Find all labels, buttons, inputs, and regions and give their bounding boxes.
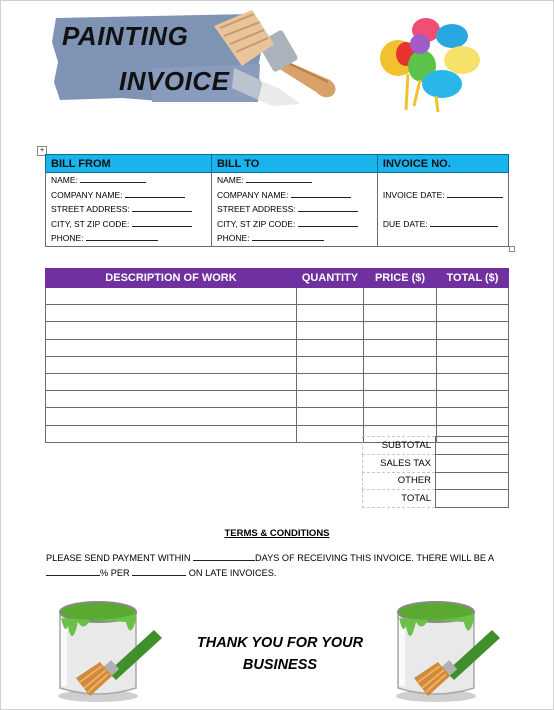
total-cell[interactable] bbox=[437, 339, 509, 356]
late-fee-percent-field[interactable] bbox=[46, 566, 100, 576]
invoice-date-field[interactable] bbox=[447, 188, 503, 198]
table-resize-handle[interactable] bbox=[509, 246, 515, 252]
invoice-cell bbox=[377, 173, 508, 247]
quantity-cell[interactable] bbox=[297, 305, 364, 322]
total-label: TOTAL bbox=[363, 490, 436, 508]
subtotal-label: SUBTOTAL bbox=[363, 437, 436, 455]
paint-can-icon bbox=[392, 596, 502, 704]
terms-part4: ON LATE INVOICES. bbox=[188, 568, 277, 578]
sales-tax-label: SALES TAX bbox=[363, 454, 436, 472]
total-cell[interactable] bbox=[437, 288, 509, 305]
work-table bbox=[45, 268, 509, 443]
paint-splash-icon bbox=[378, 14, 490, 114]
table-move-handle[interactable]: + bbox=[37, 146, 47, 156]
description-cell[interactable] bbox=[46, 356, 297, 373]
bill-from-company-label: COMPANY NAME: bbox=[51, 189, 123, 200]
price-header: PRICE ($) bbox=[364, 269, 437, 288]
total-header: TOTAL ($) bbox=[437, 269, 509, 288]
bill-to-company-label: COMPANY NAME: bbox=[216, 189, 289, 200]
quantity-cell[interactable] bbox=[297, 356, 364, 373]
payment-days-field[interactable] bbox=[193, 551, 255, 561]
work-row bbox=[46, 288, 509, 305]
total-cell[interactable] bbox=[437, 391, 509, 408]
bill-to-name-field[interactable] bbox=[246, 173, 312, 183]
terms-title: TERMS & CONDITIONS bbox=[224, 528, 330, 539]
description-cell[interactable] bbox=[46, 288, 297, 305]
invoice-date-label: INVOICE DATE: bbox=[382, 189, 445, 200]
total-cell[interactable] bbox=[437, 408, 509, 425]
price-cell[interactable] bbox=[364, 305, 437, 322]
bill-to-company-field[interactable] bbox=[291, 188, 351, 198]
invoice-title-line1: PAINTING bbox=[62, 21, 189, 51]
sales-tax-row bbox=[363, 454, 509, 472]
quantity-header: QUANTITY bbox=[297, 269, 364, 288]
bill-to-phone-label: PHONE: bbox=[216, 233, 250, 243]
bill-info-table bbox=[45, 154, 509, 247]
paint-can-icon bbox=[54, 596, 164, 704]
invoice-title-line2: INVOICE bbox=[119, 66, 230, 96]
description-cell[interactable] bbox=[46, 305, 297, 322]
bill-to-street-label: STREET ADDRESS: bbox=[216, 204, 296, 214]
bill-from-street-field[interactable] bbox=[132, 202, 192, 212]
total-cell[interactable] bbox=[437, 373, 509, 390]
terms-part2: DAYS OF RECEIVING THIS INVOICE. THERE WILL BE A bbox=[255, 553, 495, 563]
bill-from-name-field[interactable] bbox=[80, 173, 146, 183]
price-cell[interactable] bbox=[364, 408, 437, 425]
bill-from-header: BILL FROM bbox=[46, 155, 212, 173]
work-row bbox=[46, 339, 509, 356]
bill-from-street-label: STREET ADDRESS: bbox=[51, 204, 130, 214]
terms-text bbox=[46, 551, 516, 581]
bill-from-name-label: NAME: bbox=[51, 175, 78, 185]
total-value[interactable] bbox=[436, 490, 509, 508]
invoice-no-header: INVOICE NO. bbox=[377, 155, 508, 173]
bill-from-city-label: CITY, ST ZIP CODE: bbox=[51, 218, 130, 229]
work-row bbox=[46, 305, 509, 322]
sales-tax-value[interactable] bbox=[436, 454, 509, 472]
thank-you-line1: THANK YOU FOR YOUR bbox=[196, 635, 364, 651]
late-fee-period-field[interactable] bbox=[132, 566, 186, 576]
bill-to-name-label: NAME: bbox=[216, 175, 244, 185]
quantity-cell[interactable] bbox=[297, 425, 364, 442]
subtotal-value[interactable] bbox=[436, 437, 509, 455]
work-row bbox=[46, 391, 509, 408]
quantity-cell[interactable] bbox=[297, 373, 364, 390]
price-cell[interactable] bbox=[364, 322, 437, 339]
other-value[interactable] bbox=[436, 472, 509, 490]
bill-from-phone-field[interactable] bbox=[86, 231, 158, 241]
due-date-field[interactable] bbox=[430, 217, 498, 227]
due-date-label: DUE DATE: bbox=[382, 218, 428, 229]
description-cell[interactable] bbox=[46, 425, 297, 442]
thank-you-message bbox=[180, 632, 380, 676]
description-cell[interactable] bbox=[46, 408, 297, 425]
work-row bbox=[46, 356, 509, 373]
quantity-cell[interactable] bbox=[297, 288, 364, 305]
price-cell[interactable] bbox=[364, 356, 437, 373]
subtotal-row bbox=[363, 437, 509, 455]
description-header: DESCRIPTION OF WORK bbox=[46, 269, 297, 288]
bill-from-phone-label: PHONE: bbox=[51, 233, 84, 243]
bill-from-company-field[interactable] bbox=[125, 188, 185, 198]
price-cell[interactable] bbox=[364, 339, 437, 356]
bill-to-cell bbox=[211, 173, 377, 247]
total-cell[interactable] bbox=[437, 305, 509, 322]
total-row bbox=[363, 490, 509, 508]
other-row bbox=[363, 472, 509, 490]
description-cell[interactable] bbox=[46, 373, 297, 390]
work-row bbox=[46, 373, 509, 390]
bill-from-city-field[interactable] bbox=[132, 217, 192, 227]
price-cell[interactable] bbox=[364, 288, 437, 305]
total-cell[interactable] bbox=[437, 356, 509, 373]
work-row bbox=[46, 322, 509, 339]
description-cell[interactable] bbox=[46, 391, 297, 408]
total-cell[interactable] bbox=[437, 322, 509, 339]
other-label: OTHER bbox=[363, 472, 436, 490]
bill-to-header: BILL TO bbox=[211, 155, 377, 173]
bill-from-cell bbox=[46, 173, 212, 247]
bill-to-city-label: CITY, ST ZIP CODE: bbox=[216, 218, 296, 229]
quantity-cell[interactable] bbox=[297, 322, 364, 339]
paintbrush-icon bbox=[212, 8, 342, 108]
quantity-cell[interactable] bbox=[297, 408, 364, 425]
work-row bbox=[46, 408, 509, 425]
bill-to-phone-field[interactable] bbox=[252, 231, 324, 241]
quantity-cell[interactable] bbox=[297, 339, 364, 356]
terms-part1: PLEASE SEND PAYMENT WITHIN bbox=[46, 553, 191, 563]
description-cell[interactable] bbox=[46, 339, 297, 356]
quantity-cell[interactable] bbox=[297, 391, 364, 408]
bill-to-city-field[interactable] bbox=[298, 217, 358, 227]
thank-you-line2: BUSINESS bbox=[242, 657, 318, 673]
price-cell[interactable] bbox=[364, 391, 437, 408]
terms-part3: % PER bbox=[100, 568, 130, 578]
price-cell[interactable] bbox=[364, 373, 437, 390]
bill-to-street-field[interactable] bbox=[298, 202, 358, 212]
description-cell[interactable] bbox=[46, 322, 297, 339]
summary-table bbox=[362, 436, 509, 508]
